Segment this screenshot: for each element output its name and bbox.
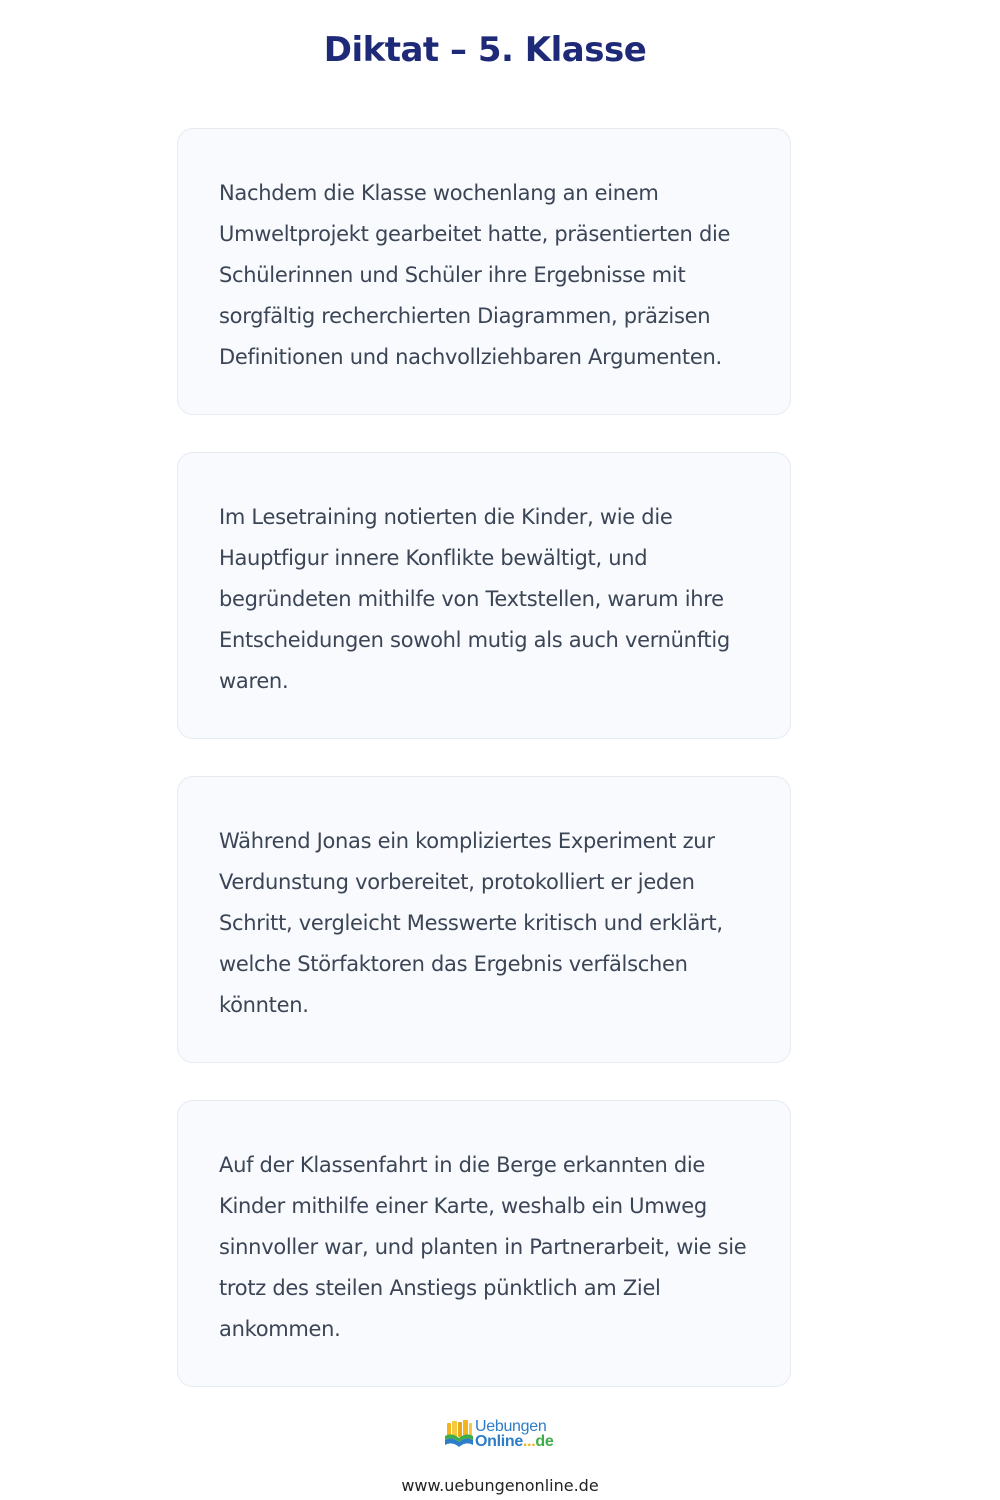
- dictation-text-2: Im Lesetraining notierten die Kinder, wie die Hauptfigur innere Konflikte bewältigt, und begründeten mithilfe von Textstellen, warum ihre Entscheidungen sowohl mutig als auch vernünftig waren.: [219, 505, 730, 693]
- logo-text-online: Online: [475, 1433, 523, 1450]
- open-book-icon: [444, 1419, 474, 1449]
- dictation-card-4: [177, 1100, 791, 1387]
- dictation-card-1: [177, 128, 791, 415]
- uebungenonline-logo: [444, 1418, 560, 1452]
- page-title: Diktat – 5. Klasse: [323, 30, 647, 70]
- dictation-text-4: Auf der Klassenfahrt in die Berge erkannten die Kinder mithilfe einer Karte, weshalb ein Umweg sinnvoller war, und planten in Partnerarbeit, wie sie trotz des steilen Anstiegs pünktlich am Ziel ankommen.: [219, 1153, 747, 1341]
- dictation-text-3: Während Jonas ein kompliziertes Experiment zur Verdunstung vorbereitet, protokolliert er jeden Schritt, vergleicht Messwerte kritisch und erklärt, welche Störfaktoren das Ergebnis verfälschen könnten.: [219, 829, 723, 1017]
- logo-text-dots: ...: [522, 1433, 536, 1450]
- dictation-text-1: Nachdem die Klasse wochenlang an einem Umweltprojekt gearbeitet hatte, präsentierten die Schülerinnen und Schüler ihre Ergebnisse mit sorgfältig recherchierten Diagrammen, präzisen Definitionen und nachvollziehbaren Argumenten.: [219, 181, 731, 369]
- logo-text-top: Uebungen: [475, 1418, 547, 1435]
- logo-text-tld: de: [535, 1433, 554, 1450]
- footer-url: www.uebungenonline.de: [401, 1476, 599, 1495]
- logo-text-bottom: [475, 1433, 554, 1450]
- dictation-card-2: [177, 452, 791, 739]
- dictation-card-3: [177, 776, 791, 1063]
